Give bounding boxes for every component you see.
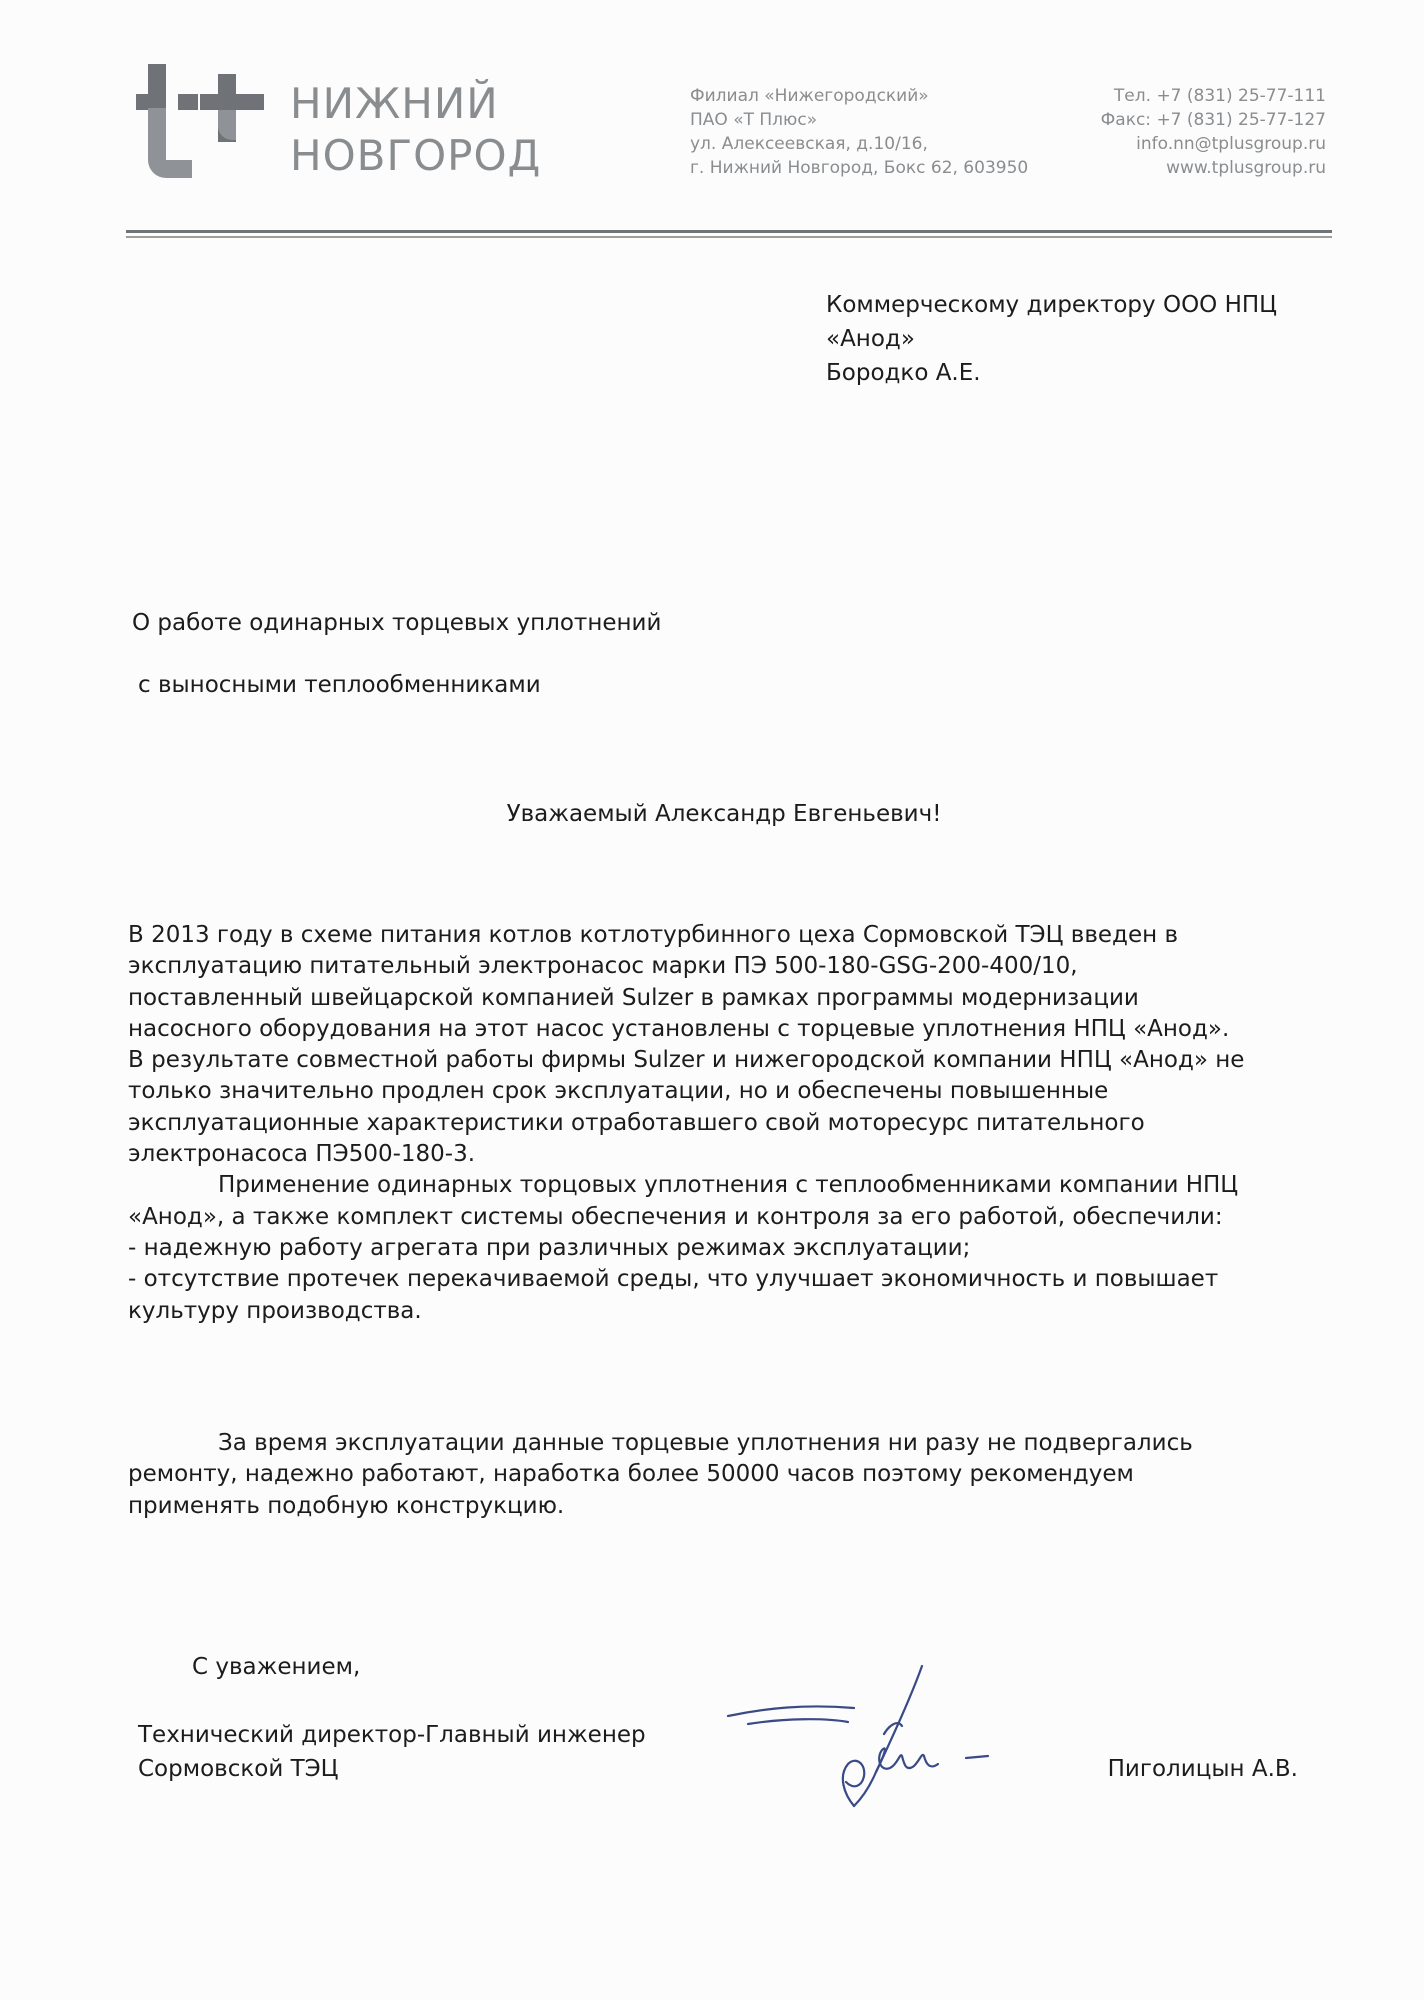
regards: С уважением, xyxy=(192,1654,361,1680)
body-line: В 2013 году в схеме питания котлов котлотурбинного цеха Сормовской ТЭЦ введен в xyxy=(128,922,1178,948)
body-line: только значительно продлен срок эксплуатации, но и обеспечены повышенные xyxy=(128,1078,1109,1105)
org-line: г. Нижний Новгород, Бокс 62, 603950 xyxy=(690,158,1029,178)
handwritten-signature-icon xyxy=(726,1664,1016,1814)
fax-number: Факс: +7 (831) 25-77-127 xyxy=(1100,110,1326,130)
body-line: электронасоса ПЭ500-180-3. xyxy=(128,1141,476,1168)
subject-line-1: О работе одинарных торцевых уплотнений xyxy=(132,610,662,636)
organization-details xyxy=(690,84,1028,180)
city-name xyxy=(290,78,541,182)
letter-body xyxy=(128,920,1328,1327)
body-line: В результате совместной работы фирмы Sulzer и нижегородской компании НПЦ «Анод» не xyxy=(128,1047,1245,1074)
city-line-2: НОВГОРОД xyxy=(290,131,542,180)
body-line: Применение одинарных торцовых уплотнения с теплообменниками компании НПЦ xyxy=(218,1172,1239,1199)
letterhead-divider xyxy=(126,230,1332,233)
letterhead-divider-thin xyxy=(126,236,1332,238)
subject-line-2: с выносными теплообменниками xyxy=(138,672,541,698)
greeting: Уважаемый Александр Евгеньевич! xyxy=(506,801,942,827)
body-line: «Анод», а также комплект системы обеспечения и контроля за его работой, обеспечили: xyxy=(128,1203,1223,1230)
position-line: Сормовской ТЭЦ xyxy=(138,1756,339,1782)
body-line: эксплуатационные характеристики отработавшего свой моторесурс питательного xyxy=(128,1109,1145,1136)
body-line: - надежную работу агрегата при различных режимах эксплуатации; xyxy=(128,1234,971,1261)
body-line: эксплуатацию питательный электронасос марки ПЭ 500-180-GSG-200-400/10, xyxy=(128,953,1078,980)
signer-name: Пиголицын А.В. xyxy=(1107,1756,1298,1782)
body-line: насосного оборудования на этот насос установлены с торцевые уплотнения НПЦ «Анод». xyxy=(128,1015,1230,1042)
signer-position xyxy=(138,1718,646,1786)
email-address: info.nn@tplusgroup.ru xyxy=(1136,134,1326,154)
addressee-block xyxy=(826,288,1277,390)
closing-line: применять подобную конструкцию. xyxy=(128,1492,565,1519)
addressee-line: Коммерческому директору ООО НПЦ xyxy=(826,292,1278,318)
closing-paragraph xyxy=(128,1428,1328,1522)
addressee-line: «Анод» xyxy=(826,326,915,352)
body-line: поставленный швейцарской компанией Sulzer в рамках программы модернизации xyxy=(128,984,1139,1011)
contact-details xyxy=(1101,84,1326,180)
website-address: www.tplusgroup.ru xyxy=(1166,158,1326,178)
org-line: ул. Алексеевская, д.10/16, xyxy=(690,134,928,154)
closing-line: ремонту, надежно работают, наработка более 50000 часов поэтому рекомендуем xyxy=(128,1461,1134,1488)
body-line: культуру производства. xyxy=(128,1297,422,1324)
phone-number: Тел. +7 (831) 25-77-111 xyxy=(1113,86,1326,106)
body-line: - отсутствие протечек перекачиваемой среды, что улучшает экономичность и повышает xyxy=(128,1266,1219,1293)
city-line-1: НИЖНИЙ xyxy=(290,79,499,128)
t-plus-logo-icon xyxy=(136,64,268,184)
addressee-line: Бородко А.Е. xyxy=(826,360,981,386)
org-line: ПАО «Т Плюс» xyxy=(690,110,818,130)
org-line: Филиал «Нижегородский» xyxy=(690,86,929,106)
closing-line: За время эксплуатации данные торцевые уплотнения ни разу не подвергались xyxy=(218,1430,1193,1456)
position-line: Технический директор-Главный инженер xyxy=(138,1722,646,1748)
